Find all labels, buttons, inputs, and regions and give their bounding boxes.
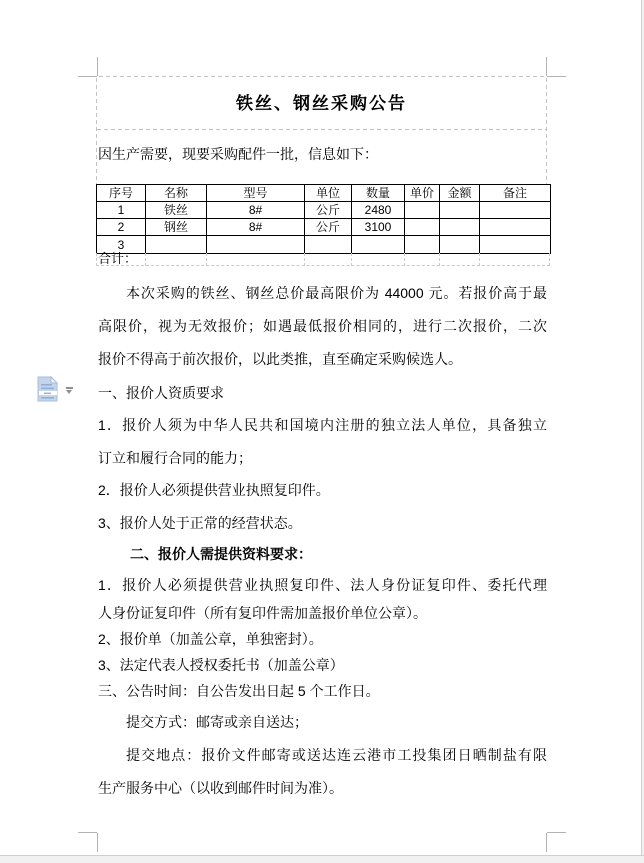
body-line: 3、报价人处于正常的经营状态。 xyxy=(98,515,302,531)
app-background-bottom xyxy=(0,856,644,863)
table-total-row xyxy=(96,253,550,266)
body-line: 2、报价单（加盖公章，单独密封）。 xyxy=(98,631,323,647)
cell xyxy=(480,219,551,236)
paste-options-icon xyxy=(36,376,60,403)
cell: 3 xyxy=(97,236,146,254)
cell: 8# xyxy=(207,219,305,236)
cell: 1 xyxy=(97,202,146,219)
crop-mark-bottom-right xyxy=(546,833,547,852)
cell: 2 xyxy=(97,219,146,236)
crop-mark-top-left xyxy=(97,57,98,76)
intro-line: 因生产需要，现要采购配件一批，信息如下： xyxy=(98,146,378,162)
cell: 公斤 xyxy=(305,219,352,236)
cell xyxy=(405,202,440,219)
text-boundary-top xyxy=(99,76,545,77)
cell xyxy=(480,236,551,254)
col-header: 名称 xyxy=(146,185,207,202)
cell: 铁丝 xyxy=(146,202,207,219)
col-header: 备注 xyxy=(480,185,551,202)
table-row xyxy=(97,219,551,236)
text-boundary-right xyxy=(546,78,547,184)
text-boundary-title-bottom xyxy=(97,129,546,130)
body-line: 1．报价人须为中华人民共和国境内注册的独立法人单位，具备独立 xyxy=(98,417,547,433)
total-cell xyxy=(207,253,305,266)
body-line: 提交方式：邮寄或亲自送达； xyxy=(126,714,308,730)
total-cell xyxy=(146,253,207,266)
cell xyxy=(405,236,440,254)
total-cell xyxy=(405,253,440,266)
col-header: 金额 xyxy=(440,185,480,202)
col-header: 型号 xyxy=(207,185,305,202)
body-line: 报价不得高于前次报价，以此类推，直至确定采购候选人。 xyxy=(98,351,462,367)
cell xyxy=(305,236,352,254)
dropdown-arrow-icon[interactable] xyxy=(66,387,73,389)
cell xyxy=(352,236,405,254)
total-cell xyxy=(440,253,480,266)
col-header: 数量 xyxy=(352,185,405,202)
col-header: 序号 xyxy=(97,185,146,202)
cell: 3100 xyxy=(352,219,405,236)
body-line: 提交地点：报价文件邮寄或送达连云港市工投集团日晒制盐有限 xyxy=(126,747,547,763)
body-line: 本次采购的铁丝、钢丝总价最高限价为 44000 元。若报价高于最 xyxy=(126,285,547,301)
body-line: 1．报价人必须提供营业执照复印件、法人身份证复印件、委托代理 xyxy=(98,577,547,593)
cell xyxy=(440,202,480,219)
paste-options-button[interactable] xyxy=(36,376,80,404)
crop-mark-bottom-left xyxy=(78,832,97,833)
total-cell xyxy=(480,253,550,266)
cell: 2480 xyxy=(352,202,405,219)
section-heading: 三、公告时间：自公告发出日起 5 个工作日。 xyxy=(98,683,380,699)
table-row xyxy=(97,236,551,254)
total-cell xyxy=(305,253,352,266)
col-header: 单价 xyxy=(405,185,440,202)
cell: 钢丝 xyxy=(146,219,207,236)
total-label: 合计： xyxy=(98,251,138,266)
body-line: 订立和履行合同的能力； xyxy=(98,450,252,466)
dropdown-arrow-icon[interactable] xyxy=(66,390,72,394)
cell: 公斤 xyxy=(305,202,352,219)
body-line: 2．报价人必须提供营业执照复印件。 xyxy=(98,482,330,498)
table-header-row xyxy=(97,185,551,202)
crop-mark-bottom-left xyxy=(97,833,98,852)
body-line: 高限价，视为无效报价；如遇最低报价相同的，进行二次报价，二次 xyxy=(98,318,547,334)
crop-mark-bottom-right xyxy=(547,832,566,833)
col-header: 单位 xyxy=(305,185,352,202)
table-row xyxy=(97,202,551,219)
cell xyxy=(146,236,207,254)
total-cell xyxy=(352,253,405,266)
body-line: 生产服务中心（以收到邮件时间为准）。 xyxy=(98,780,343,796)
cell xyxy=(405,219,440,236)
crop-mark-top-right xyxy=(547,76,566,77)
section-heading: 二、报价人需提供资料要求： xyxy=(130,546,312,562)
cell xyxy=(480,202,551,219)
crop-mark-top-left xyxy=(78,76,97,77)
cell: 8# xyxy=(207,202,305,219)
body-line: 3、法定代表人授权委托书（加盖公章） xyxy=(98,657,344,673)
body-line: 人身份证复印件（所有复印件需加盖报价单位公章）。 xyxy=(98,605,427,621)
cell xyxy=(207,236,305,254)
cell xyxy=(440,236,480,254)
document-title: 铁丝、钢丝采购公告 xyxy=(236,94,407,113)
crop-mark-top-right xyxy=(546,57,547,76)
procurement-table xyxy=(96,184,551,254)
section-heading: 一、报价人资质要求 xyxy=(98,385,224,401)
cell xyxy=(440,219,480,236)
